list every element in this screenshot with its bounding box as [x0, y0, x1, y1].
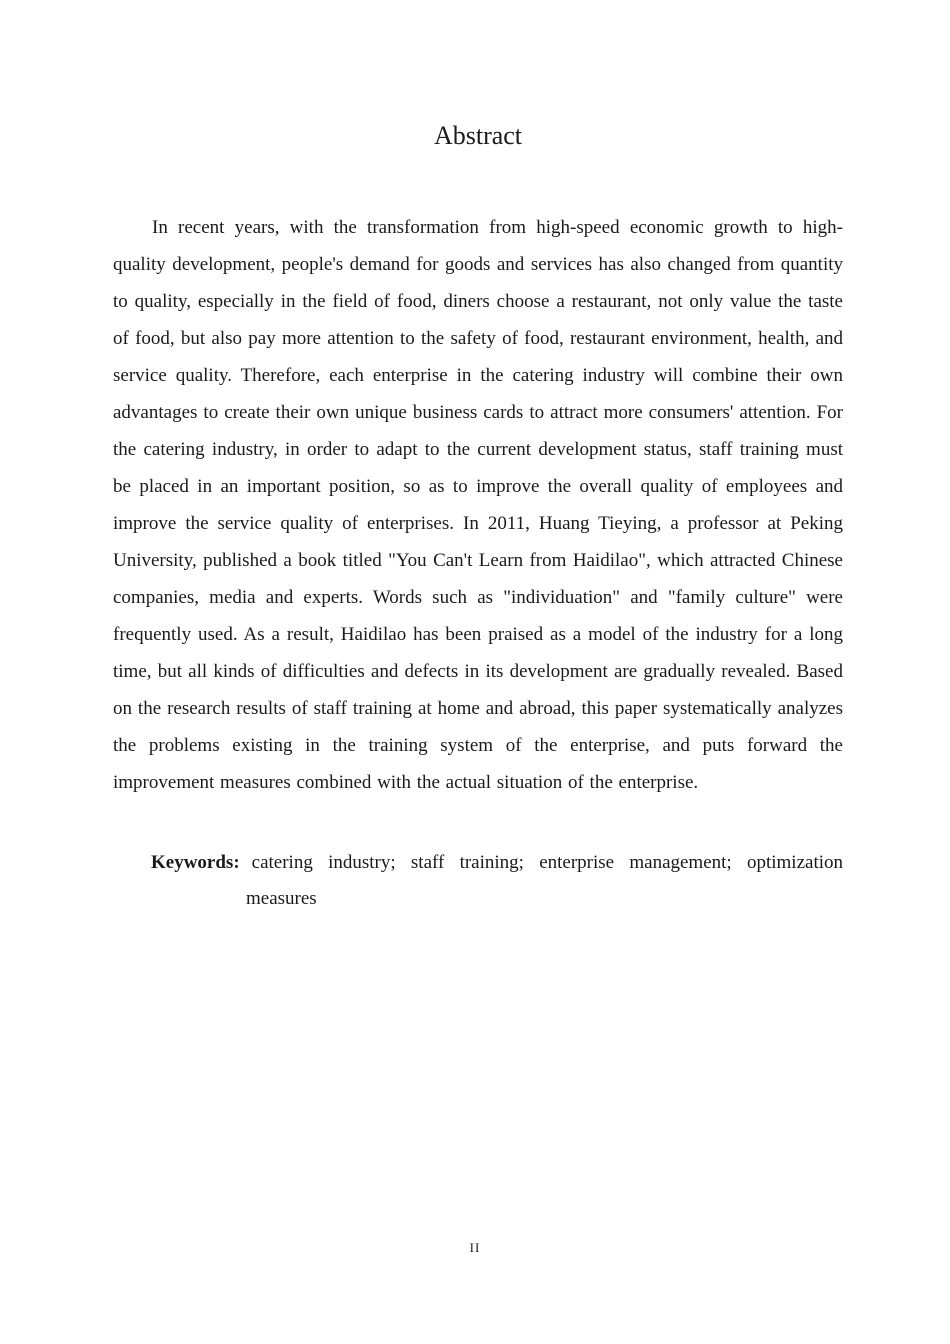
- keywords-text: catering industry; staff training; enterprise management; optimization measures: [246, 852, 843, 909]
- keywords-label: Keywords:: [151, 852, 240, 873]
- keywords-section: [113, 845, 843, 917]
- page-content: [113, 0, 843, 917]
- page-title: Abstract: [433, 121, 523, 150]
- page-number: II: [469, 1240, 481, 1255]
- abstract-paragraph: In recent years, with the transformation from high-speed economic growth to high-quality development, people's demand for goods and services has also changed from quantity to quality, especially in the field of food, diners choose a restaurant, not only value the taste of food, but also pay more attention to the safety of food, restaurant environment, health, and service quality. Therefore, each enterprise in the catering industry will combine their own advantages to create their own unique business cards to attract more consumers' attention. For the catering industry, in order to adapt to the current development status, staff training must be placed in an important position, so as to improve the overall quality of employees and improve the service quality of enterprises. In 2011, Huang Tieying, a professor at Peking University, published a book titled "You Can't Learn from Haidilao", which attracted Chinese companies, media and experts. Words such as "individuation" and "family culture" were frequently used. As a result, Haidilao has been praised as a model of the industry for a long time, but all kinds of difficulties and defects in its development are gradually revealed. Based on the research results of staff training at home and abroad, this paper systematically analyzes the problems existing in the training system of the enterprise, and puts forward the improvement measures combined with the actual situation of the enterprise.: [113, 217, 843, 793]
